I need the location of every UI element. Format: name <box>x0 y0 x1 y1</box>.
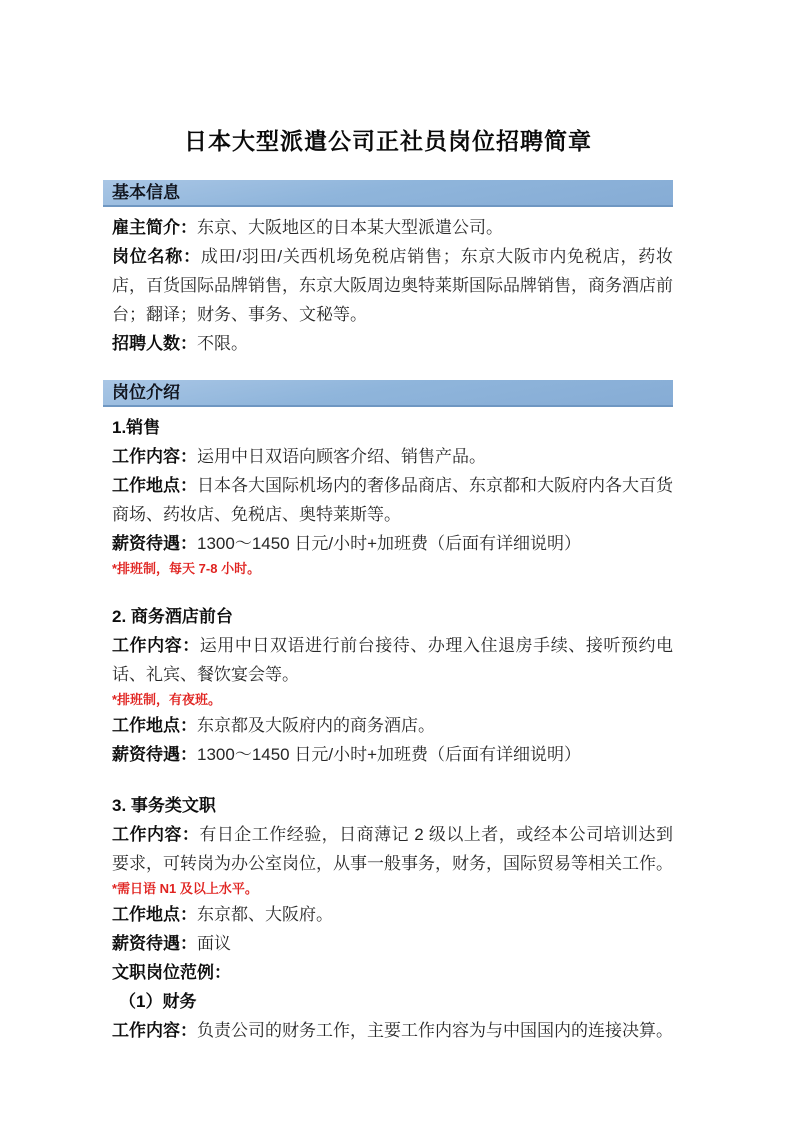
field-position-names-label: 岗位名称： <box>112 247 201 266</box>
section-job-intro-body <box>103 413 673 1045</box>
job-clerical-example-content-value: 负责公司的财务工作，主要工作内容为与中国国内的连接决算。 <box>197 1021 673 1040</box>
job-clerical-example-content-label: 工作内容： <box>112 1021 197 1040</box>
job-hotel-salary-value: 1300～1450 日元/小时+加班费（后面有详细说明） <box>197 745 582 764</box>
job-sales-content-value: 运用中日双语向顾客介绍、销售产品。 <box>197 447 486 466</box>
job-sales-location-label: 工作地点： <box>112 476 197 495</box>
job-clerical-salary-value: 面议 <box>197 934 231 953</box>
job-hotel-location <box>112 711 673 740</box>
job-sales-location-value: 日本各大国际机场内的奢侈品商店、东京都和大阪府内各大百货商场、药妆店、免税店、奥特莱斯等。 <box>112 476 673 524</box>
job-clerical-salary-label: 薪资待遇： <box>112 934 197 953</box>
section-basic-info <box>103 180 673 358</box>
job-block-hotel-front-desk <box>112 602 673 769</box>
job-clerical-note: *需日语 N1 及以上水平。 <box>112 881 258 896</box>
job-hotel-title: 2. 商务酒店前台 <box>112 607 233 626</box>
job-clerical-salary <box>112 929 673 958</box>
job-hotel-salary-label: 薪资待遇： <box>112 745 197 764</box>
job-hotel-location-value: 东京都及大阪府内的商务酒店。 <box>197 716 435 735</box>
job-clerical-examples-heading-label: 文职岗位范例： <box>112 963 231 982</box>
job-clerical-example-title: （1）财务 <box>119 992 197 1011</box>
section-basic-info-body <box>103 213 673 358</box>
job-clerical-location <box>112 900 673 929</box>
field-headcount-label: 招聘人数： <box>112 334 197 353</box>
field-headcount-value: 不限。 <box>197 334 248 353</box>
job-sales-content <box>112 442 673 471</box>
job-sales-salary-value: 1300～1450 日元/小时+加班费（后面有详细说明） <box>197 534 582 553</box>
job-block-sales <box>112 413 673 580</box>
job-clerical-examples-heading <box>112 958 673 987</box>
job-sales-location <box>112 471 673 529</box>
section-job-intro <box>103 380 673 1045</box>
job-hotel-note: *排班制，有夜班。 <box>112 692 222 707</box>
job-block-office-clerical <box>112 791 673 1045</box>
job-clerical-location-value: 东京都、大阪府。 <box>197 905 333 924</box>
job-sales-salary <box>112 529 673 558</box>
job-sales-content-label: 工作内容： <box>112 447 197 466</box>
document-title: 日本大型派遣公司正社员岗位招聘简章 <box>184 128 592 154</box>
job-clerical-content <box>112 820 673 878</box>
job-hotel-content <box>112 631 673 689</box>
job-clerical-example-content <box>112 1016 673 1045</box>
section-header-basic-info-label: 基本信息 <box>112 183 180 202</box>
job-clerical-title: 3. 事务类文职 <box>112 796 216 815</box>
section-header-basic-info <box>103 180 673 207</box>
job-hotel-salary <box>112 740 673 769</box>
job-sales-note: *排班制，每天 7-8 小时。 <box>112 561 261 576</box>
job-clerical-location-label: 工作地点： <box>112 905 197 924</box>
job-hotel-content-value: 运用中日双语进行前台接待、办理入住退房手续、接听预约电话、礼宾、餐饮宴会等。 <box>112 636 674 684</box>
field-position-names <box>112 242 673 329</box>
section-header-job-intro <box>103 380 673 407</box>
field-headcount <box>112 329 673 358</box>
job-hotel-location-label: 工作地点： <box>112 716 197 735</box>
field-position-names-value: 成田/羽田/关西机场免税店销售；东京大阪市内免税店，药妆店，百货国际品牌销售，东京大阪周边奥特莱斯国际品牌销售，商务酒店前台；翻译；财务、事务、文秘等。 <box>112 247 674 324</box>
job-clerical-content-label: 工作内容： <box>112 825 200 844</box>
job-sales-salary-label: 薪资待遇： <box>112 534 197 553</box>
field-employer-intro <box>112 213 673 242</box>
job-clerical-content-value: 有日企工作经验，日商薄记 2 级以上者，或经本公司培训达到要求，可转岗为办公室岗位，从事一般事务，财务，国际贸易等相关工作。 <box>112 825 673 873</box>
job-hotel-content-label: 工作内容： <box>112 636 200 655</box>
field-employer-intro-value: 东京、大阪地区的日本某大型派遣公司。 <box>197 218 503 237</box>
section-header-job-intro-label: 岗位介绍 <box>112 383 180 402</box>
job-sales-title: 1.销售 <box>112 418 161 437</box>
field-employer-intro-label: 雇主简介： <box>112 218 197 237</box>
